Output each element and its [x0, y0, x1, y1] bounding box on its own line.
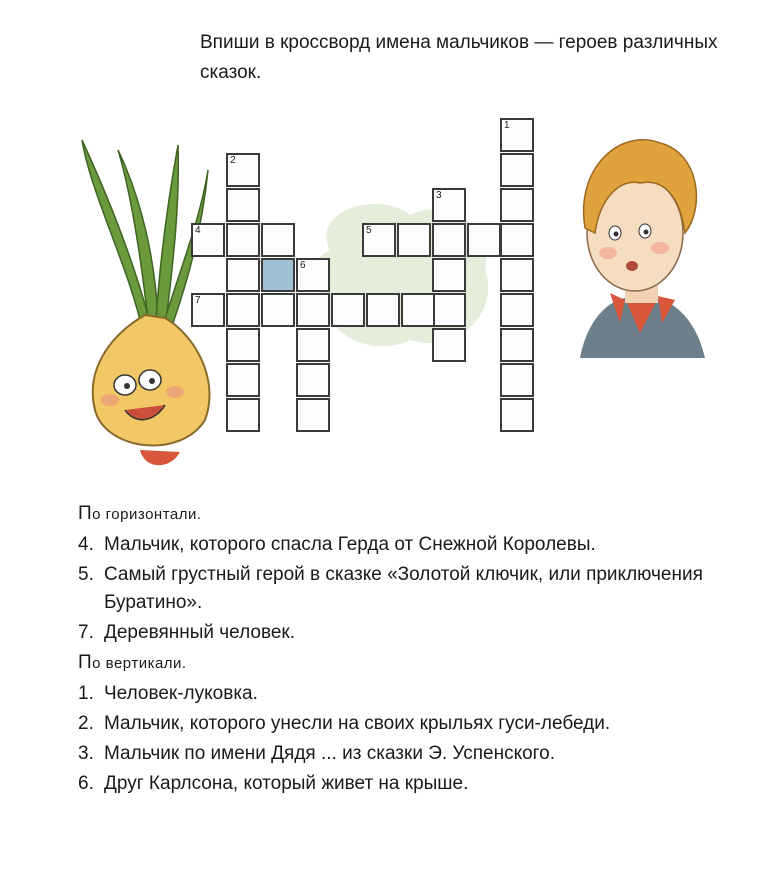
crossword-cell[interactable] — [397, 223, 431, 257]
crossword-cell[interactable] — [500, 118, 534, 152]
crossword-cell[interactable] — [500, 188, 534, 222]
crossword-cell[interactable] — [500, 258, 534, 292]
crossword-cell[interactable] — [261, 223, 295, 257]
instruction-text: Впиши в кроссворд имена мальчиков — героев различных сказок. — [200, 32, 718, 83]
down-clue-2: 2. Мальчик, которого унесли на своих крыльях гуси-лебеди. — [78, 713, 611, 734]
crossword-cell[interactable] — [432, 328, 466, 362]
crossword-cell[interactable] — [432, 188, 466, 222]
crossword-cell[interactable] — [226, 328, 260, 362]
crossword-cell[interactable] — [401, 293, 435, 327]
down-heading: По вертикали. — [78, 652, 187, 673]
across-clue-4: 4. Мальчик, которого спасла Герда от Снежной Королевы. — [78, 534, 596, 555]
crossword-cell[interactable] — [261, 293, 295, 327]
across-clue-5: 5. Самый грустный герой в сказке «Золотой ключик, или приключения Буратино». — [78, 564, 703, 613]
down-clue-6: 6. Друг Карлсона, который живет на крыше. — [78, 773, 469, 794]
crossword-cell[interactable] — [191, 293, 225, 327]
crossword-cell[interactable] — [226, 153, 260, 187]
crossword-cell[interactable] — [500, 363, 534, 397]
crossword-cell[interactable] — [500, 223, 534, 257]
clue-number-2: 2 — [230, 155, 236, 166]
crossword-cell-shaded — [261, 258, 295, 292]
crossword-cell[interactable] — [432, 293, 466, 327]
crossword-cell[interactable] — [226, 188, 260, 222]
crossword-cell[interactable] — [226, 398, 260, 432]
clues-section — [78, 500, 718, 800]
down-clue-1: 1. Человек-луковка. — [78, 683, 258, 704]
clue-number-1: 1 — [504, 120, 510, 131]
crossword-cell[interactable] — [432, 223, 466, 257]
crossword-cell[interactable] — [296, 363, 330, 397]
crossword-cell[interactable] — [500, 153, 534, 187]
crossword-cell[interactable] — [500, 398, 534, 432]
crossword-cell[interactable] — [362, 223, 396, 257]
crossword-cell[interactable] — [226, 293, 260, 327]
crossword-cell[interactable] — [500, 293, 534, 327]
crossword-cell[interactable] — [226, 363, 260, 397]
crossword-cell[interactable] — [432, 258, 466, 292]
crossword-cell[interactable] — [500, 328, 534, 362]
clue-number-3: 3 — [436, 190, 442, 201]
crossword-cell[interactable] — [296, 293, 330, 327]
crossword-cell[interactable] — [296, 258, 330, 292]
crossword-cell[interactable] — [226, 223, 260, 257]
crossword-cell[interactable] — [296, 398, 330, 432]
clue-number-4: 4 — [195, 225, 201, 236]
clue-number-5: 5 — [366, 225, 372, 236]
crossword-cell[interactable] — [191, 223, 225, 257]
clue-number-7: 7 — [195, 295, 201, 306]
across-heading: По горизонтали. — [78, 503, 202, 524]
across-clue-7: 7. Деревянный человек. — [78, 622, 296, 643]
crossword-cell[interactable] — [226, 258, 260, 292]
down-clue-3: 3. Мальчик по имени Дядя ... из сказки Э. Успенского. — [78, 743, 556, 764]
crossword-cell[interactable] — [296, 328, 330, 362]
crossword-cell[interactable] — [331, 293, 365, 327]
crossword-cell[interactable] — [366, 293, 400, 327]
crossword-cell[interactable] — [467, 223, 501, 257]
clue-number-6: 6 — [300, 260, 306, 271]
